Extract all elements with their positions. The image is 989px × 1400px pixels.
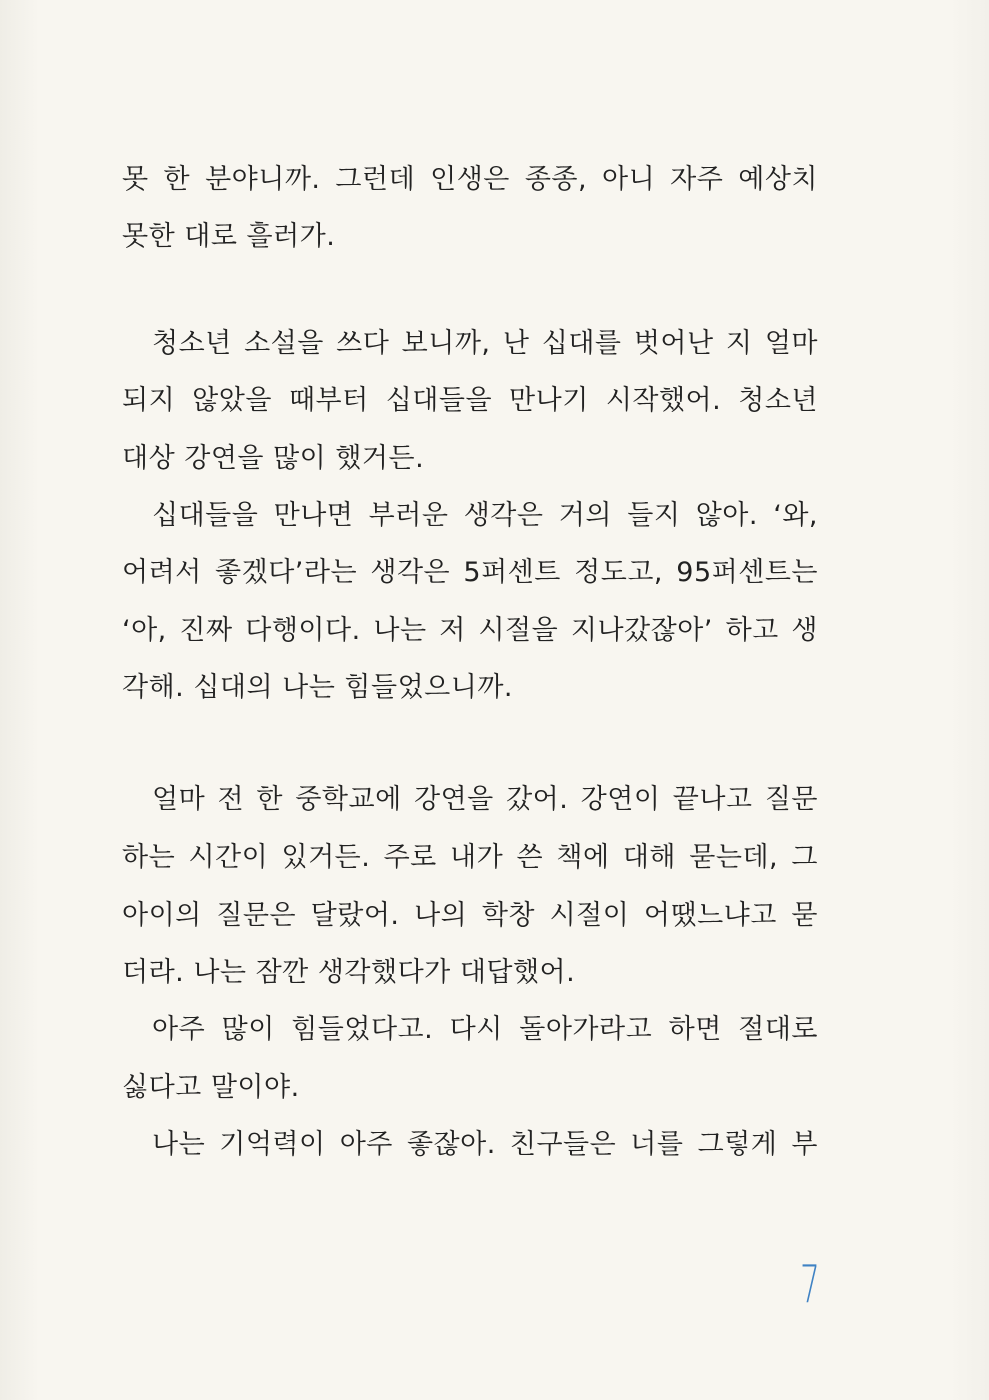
text-line: 아주 많이 힘들었다고. 다시 돌아가라고 하면 절대로: [152, 1014, 818, 1045]
page-number: 7: [800, 1255, 820, 1315]
text-line: 각해. 십대의 나는 힘들었으니까.: [122, 672, 513, 703]
text-line: 하는 시간이 있거든. 주로 내가 쓴 책에 대해 묻는데, 그: [122, 842, 818, 873]
text-line: 십대들을 만나면 부러운 생각은 거의 들지 않아. ‘와,: [152, 500, 818, 531]
text-line: 어려서 좋겠다’라는 생각은 5퍼센트 정도고, 95퍼센트는: [122, 557, 818, 588]
text-line: 대상 강연을 많이 했거든.: [122, 443, 425, 474]
text-line: 되지 않았을 때부터 십대들을 만나기 시작했어. 청소년: [122, 385, 818, 416]
text-line: 나는 기억력이 아주 좋잖아. 친구들은 너를 그렇게 부: [152, 1129, 818, 1160]
text-line: 더라. 나는 잠깐 생각했다가 대답했어.: [122, 957, 576, 988]
text-line: 싫다고 말이야.: [122, 1072, 300, 1103]
text-line: 못한 대로 흘러가.: [122, 221, 336, 252]
text-line: 청소년 소설을 쓰다 보니까, 난 십대를 벗어난 지 얼마: [152, 328, 818, 359]
text-line: 아이의 질문은 달랐어. 나의 학창 시절이 어땠느냐고 묻: [122, 900, 818, 931]
text-line: ‘아, 진짜 다행이다. 나는 저 시절을 지나갔잖아’ 하고 생: [122, 615, 818, 646]
text-line: 못 한 분야니까. 그런데 인생은 종종, 아니 자주 예상치: [122, 164, 818, 195]
text-line: 얼마 전 한 중학교에 강연을 갔어. 강연이 끝나고 질문: [152, 784, 818, 815]
